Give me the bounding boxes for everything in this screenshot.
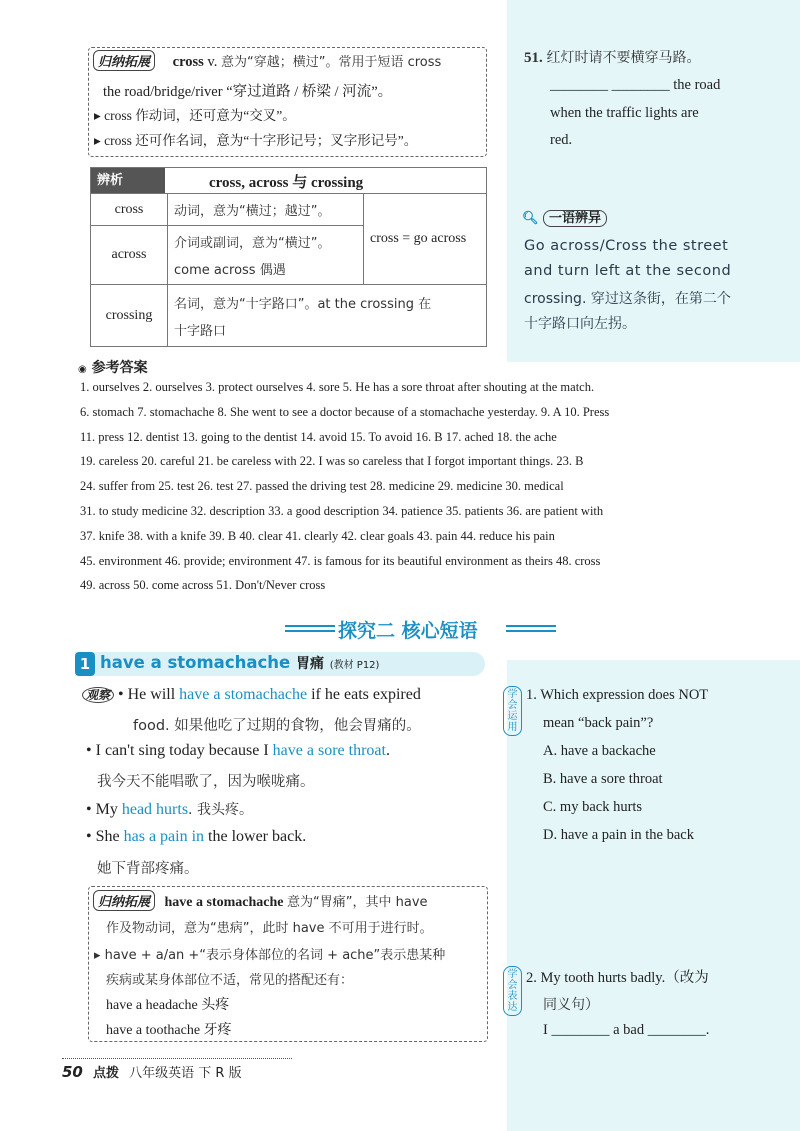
qa1-option-c[interactable]: C. my back hurts xyxy=(543,799,643,815)
yiyu-line2: and turn left at the second xyxy=(524,263,732,279)
qa1-question-line1: 1. Which expression does NOT xyxy=(526,687,709,703)
answer-line: 49. across 50. come across 51. Don't/Never cross xyxy=(80,578,326,593)
yiyu-line3: crossing. 穿过这条街，在第二个 xyxy=(524,291,731,307)
head-pos: v. xyxy=(207,54,218,70)
phrase-title-cn: 胃痛 xyxy=(295,656,324,672)
compare-desc: 介词或副词，意为“横过”。 come across 偶遇 xyxy=(168,226,364,285)
compare-desc: 名词，意为“十字路口”。at the crossing 在 十字路口 xyxy=(168,285,487,347)
answer-line: 11. press 12. dentist 13. going to the dentist 14. avoid 15. To avoid 16. B 17. ached 18. the ache xyxy=(80,429,557,444)
qa1-option-a[interactable]: A. have a backache xyxy=(543,743,656,759)
qa2-answer-line[interactable]: I ________ a bad ________. xyxy=(543,1022,710,1038)
note-cross-bullet2 xyxy=(94,129,417,149)
footer-rule xyxy=(62,1058,292,1059)
qa1-option-d[interactable]: D. have a pain in the back xyxy=(543,827,694,843)
example-3: • My head hurts. 我头疼。 xyxy=(86,801,253,818)
arrow-icon: ▸ xyxy=(94,948,101,963)
head-word: cross xyxy=(172,54,204,70)
page-number: 50 xyxy=(62,1063,83,1081)
compare-word: across xyxy=(91,226,168,285)
highlight-phrase: head hurts xyxy=(121,801,189,818)
note-tag: 归纳拓展 xyxy=(93,890,155,911)
learn-express-badge: 学会表达 xyxy=(503,966,522,1016)
example-1-line2: food. 如果他吃了过期的食物，他会胃痛的。 xyxy=(133,718,421,734)
bullet-text: cross 还可作名词，意为“十字形记号；叉字形记号”。 xyxy=(104,133,418,148)
compare-tag: 辨析 xyxy=(91,168,165,194)
note-cross-bullet1 xyxy=(94,104,296,124)
yiyu-tag-text: 一语辨异 xyxy=(543,210,607,227)
phrase-number: 1 xyxy=(75,652,95,676)
answer-line: 19. careless 20. careful 21. be careless with 22. I was so careless that I forgot important things. 23. B xyxy=(80,454,584,469)
note2-bullet1: ▸ have + a/an +“表示身体部位的名词 + ache”表示患某种 xyxy=(94,948,446,963)
section-deco-left xyxy=(285,625,335,632)
example-4-cn: 她下背部疼痛。 xyxy=(97,861,199,877)
answers-list xyxy=(80,375,770,598)
series-name: 点拨 xyxy=(93,1066,120,1081)
book-name: 八年级英语 下 R 版 xyxy=(129,1066,242,1081)
q51-label: 51. 红灯时请不要横穿马路。 xyxy=(524,50,701,66)
footer xyxy=(62,1062,242,1081)
answer-line: 31. to study medicine 32. description 33. a good description 34. patience 35. patients 36. are patient with xyxy=(80,503,604,518)
phrase-title-en: have a stomachache xyxy=(100,653,291,672)
q51-line2: when the traffic lights are xyxy=(550,105,699,121)
compare-header xyxy=(90,167,487,194)
q51-line3: red. xyxy=(550,132,573,148)
note2-line2: 作及物动词，意为“患病”，此时 have 不可用于进行时。 xyxy=(106,921,433,936)
arrow-icon: ▸ xyxy=(94,108,101,123)
qa2-question-line2: 同义句） xyxy=(543,997,599,1013)
phrase-title xyxy=(100,653,379,673)
compare-row xyxy=(91,194,487,226)
note2-bullet1b: 疾病或某身体部位不适，常见的搭配还有： xyxy=(106,973,354,988)
q51-line1: ________ ________ the road xyxy=(550,77,721,93)
compare-title: cross, across 与 crossing xyxy=(209,175,364,191)
note-tag: 归纳拓展 xyxy=(93,50,155,71)
answer-line: 24. suffer from 25. test 26. test 27. passed the driving test 28. medicine 29. medicine 30. medical xyxy=(80,479,564,494)
note2-head xyxy=(93,890,428,911)
highlight-phrase: have a sore throat xyxy=(272,742,386,759)
example-4: • She has a pain in the lower back. xyxy=(86,828,307,845)
note2-head-text: 意为“胃痛”，其中 have xyxy=(287,895,428,910)
compare-desc: 动词，意为“横过；越过”。 xyxy=(168,194,364,226)
qa2-question-line1: 2. My tooth hurts badly.（改为 xyxy=(526,970,709,986)
answer-line: 37. knife 38. with a knife 39. B 40. clear 41. clearly 42. clear goals 43. pain 44. reduce his pain xyxy=(80,528,555,543)
magnifier-icon: 🔍︎ xyxy=(522,211,539,226)
note-cross-line2: the road/bridge/river “穿过道路 / 桥梁 / 河流”。 xyxy=(103,84,393,100)
head-text: 意为“穿越；横过”。常用于短语 cross xyxy=(220,55,442,70)
compare-word: crossing xyxy=(91,285,168,347)
observe-tag: 观察 xyxy=(82,687,114,703)
section-title: 探究二 核心短语 xyxy=(338,620,478,642)
compare-merged-note: cross = go across xyxy=(364,194,487,285)
phrase-source: (教材 P12) xyxy=(329,660,380,671)
example-2: • I can't sing today because I have a sore throat. xyxy=(86,742,390,759)
answer-line: 1. ourselves 2. ourselves 3. protect ourselves 4. sore 5. He has a sore throat after shouting at the match. xyxy=(80,380,595,394)
note2-item1: have a headache 头疼 xyxy=(106,998,230,1013)
note2-head-bold: have a stomachache xyxy=(164,895,284,910)
compare-word: cross xyxy=(91,194,168,226)
yiyu-line4: 十字路口向左拐。 xyxy=(524,316,636,332)
answers-icon: ◉ xyxy=(78,364,87,375)
compare-table xyxy=(90,193,487,347)
learn-use-badge: 学会运用 xyxy=(503,686,522,736)
answer-line: 45. environment 46. provide; environment 47. is famous for its beautiful environment as theirs 48. cross xyxy=(80,553,601,568)
note-cross-head xyxy=(93,50,441,71)
answer-line: 6. stomach 7. stomachache 8. She went to see a doctor because of a stomachache yesterday. 9. A 10. Press xyxy=(80,404,610,419)
arrow-icon: ▸ xyxy=(94,133,101,148)
example-2-cn: 我今天不能唱歌了，因为喉咙痛。 xyxy=(97,774,315,790)
yiyu-tag xyxy=(522,207,607,226)
answers-heading xyxy=(78,357,148,377)
yiyu-line1: Go across/Cross the street xyxy=(524,238,729,254)
answers-heading-text: 参考答案 xyxy=(91,360,148,376)
note2-item2: have a toothache 牙疼 xyxy=(106,1023,232,1038)
section-deco-right xyxy=(506,625,556,632)
bullet-text: cross 作动词，还可意为“交叉”。 xyxy=(104,108,296,123)
highlight-phrase: have a stomachache xyxy=(179,686,308,703)
example-1: 观察 • He will have a stomachache if he eats expired xyxy=(82,686,421,704)
qa1-option-b[interactable]: B. have a sore throat xyxy=(543,771,663,787)
qa1-question-line2: mean “back pain”? xyxy=(543,715,654,731)
compare-row xyxy=(91,285,487,347)
highlight-phrase: has a pain in xyxy=(123,828,205,845)
